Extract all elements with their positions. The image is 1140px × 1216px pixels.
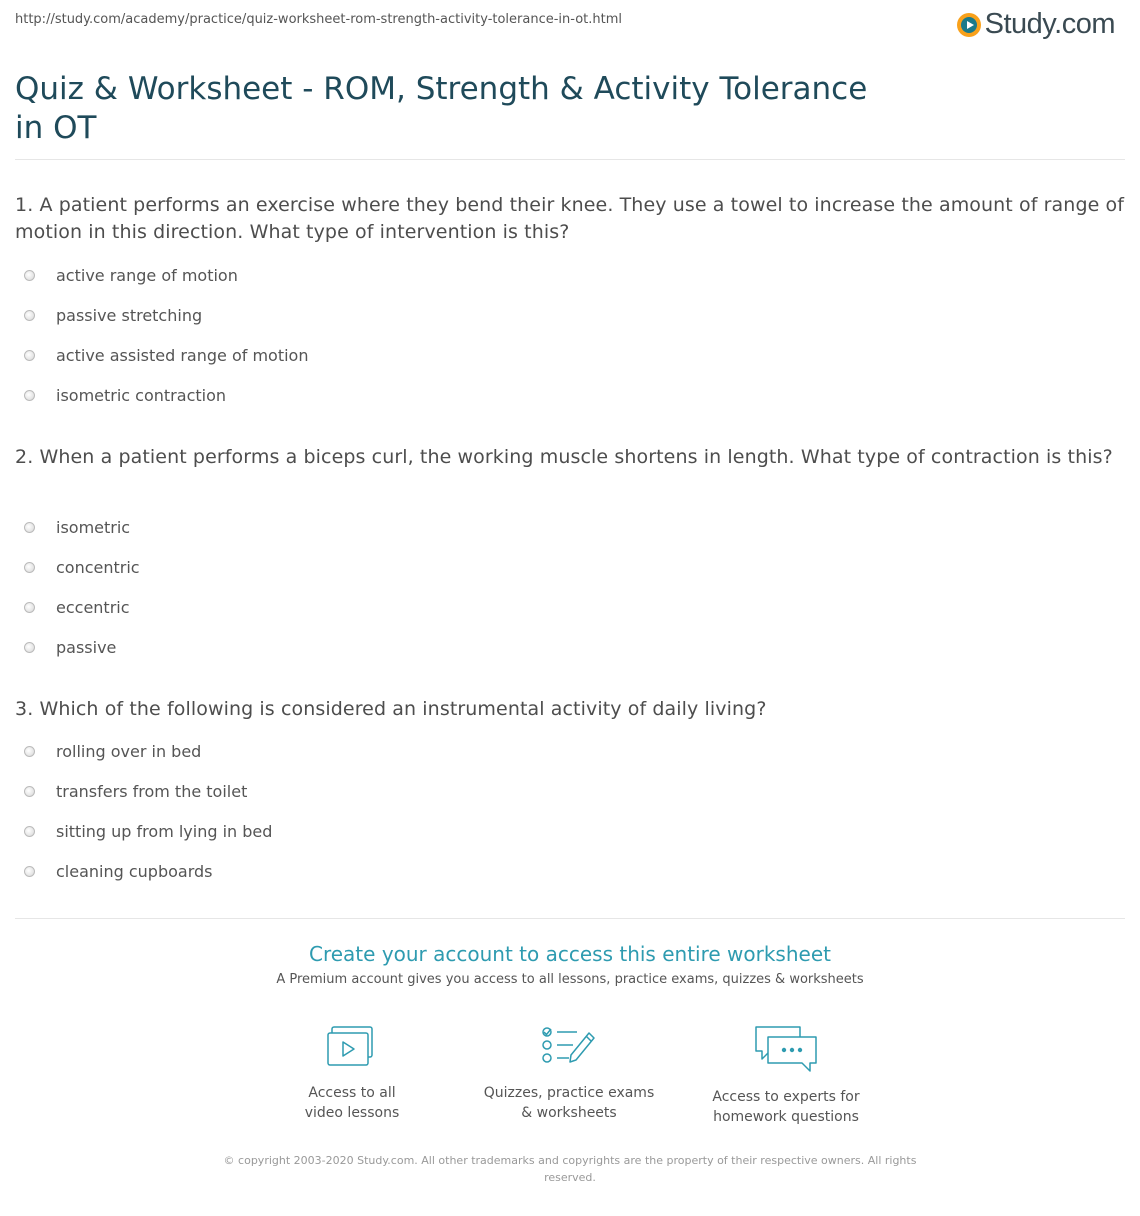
- option-label: active assisted range of motion: [56, 345, 309, 365]
- cta-title[interactable]: Create your account to access this entire worksheet: [309, 942, 831, 966]
- question-1: [15, 192, 1125, 405]
- feature-video-lessons: [252, 1025, 452, 1123]
- option-label: rolling over in bed: [56, 741, 202, 761]
- feature-label: Access to experts for homework questions: [712, 1089, 860, 1125]
- divider: [15, 918, 1125, 919]
- radio-button[interactable]: [24, 866, 35, 877]
- feature-experts: [686, 1025, 886, 1127]
- radio-button[interactable]: [24, 602, 35, 613]
- radio-button[interactable]: [24, 522, 35, 533]
- option-label: passive: [56, 637, 117, 657]
- radio-button[interactable]: [24, 310, 35, 321]
- question-text: 2. When a patient performs a biceps curl, the working muscle shortens in length. What type of contraction is this?: [15, 446, 1113, 468]
- answer-option[interactable]: [15, 861, 213, 881]
- copyright-notice: © copyright 2003-2020 Study.com. All other trademarks and copyrights are the property of their respective owners. All rights reserved.: [223, 1154, 917, 1184]
- page-url: http://study.com/academy/practice/quiz-worksheet-rom-strength-activity-tolerance-in-ot.html: [15, 12, 623, 27]
- cta-subtitle: A Premium account gives you access to all lessons, practice exams, quizzes & worksheets: [276, 972, 864, 987]
- option-label: cleaning cupboards: [56, 861, 213, 881]
- option-label: transfers from the toilet: [56, 781, 248, 801]
- feature-label: Quizzes, practice exams & worksheets: [483, 1085, 655, 1121]
- answer-option[interactable]: [15, 821, 272, 841]
- header-bar: [15, 10, 1125, 40]
- radio-button[interactable]: [24, 746, 35, 757]
- answer-option[interactable]: [15, 637, 116, 657]
- answer-option[interactable]: [15, 305, 202, 325]
- option-label: passive stretching: [56, 305, 203, 325]
- answer-option[interactable]: [15, 781, 247, 801]
- option-label: active range of motion: [56, 265, 238, 285]
- radio-button[interactable]: [24, 562, 35, 573]
- radio-button[interactable]: [24, 786, 35, 797]
- radio-button[interactable]: [24, 642, 35, 653]
- chat-bubbles-icon: [754, 1025, 818, 1073]
- answer-option[interactable]: [15, 265, 238, 285]
- question-3: [15, 696, 1125, 881]
- page-title: Quiz & Worksheet - ROM, Strength & Activity Tolerance in OT: [15, 71, 868, 146]
- video-lessons-icon: [326, 1025, 378, 1069]
- feature-label: Access to all video lessons: [304, 1085, 400, 1121]
- answer-option[interactable]: [15, 597, 130, 617]
- option-label: eccentric: [56, 597, 130, 617]
- radio-button[interactable]: [24, 270, 35, 281]
- radio-button[interactable]: [24, 826, 35, 837]
- answer-option[interactable]: [15, 345, 308, 365]
- answer-option[interactable]: [15, 517, 130, 537]
- question-text: 3. Which of the following is considered an instrumental activity of daily living?: [15, 698, 767, 720]
- feature-quizzes: [469, 1025, 669, 1123]
- study-logo[interactable]: [957, 8, 1115, 41]
- option-label: isometric: [56, 517, 131, 537]
- question-2: [15, 444, 1125, 657]
- answer-option[interactable]: [15, 741, 201, 761]
- divider: [15, 159, 1125, 160]
- play-logo-icon: [957, 13, 981, 37]
- quiz-checklist-icon: [541, 1025, 597, 1069]
- radio-button[interactable]: [24, 390, 35, 401]
- answer-option[interactable]: [15, 557, 140, 577]
- question-text: 1. A patient performs an exercise where they bend their knee. They use a towel to increase the amount of range of motion in this direction. What type of intervention is this?: [15, 194, 1125, 243]
- option-label: concentric: [56, 557, 140, 577]
- logo-text: Study.com: [984, 8, 1115, 40]
- option-label: isometric contraction: [56, 385, 227, 405]
- radio-button[interactable]: [24, 350, 35, 361]
- answer-option[interactable]: [15, 385, 226, 405]
- option-label: sitting up from lying in bed: [56, 821, 273, 841]
